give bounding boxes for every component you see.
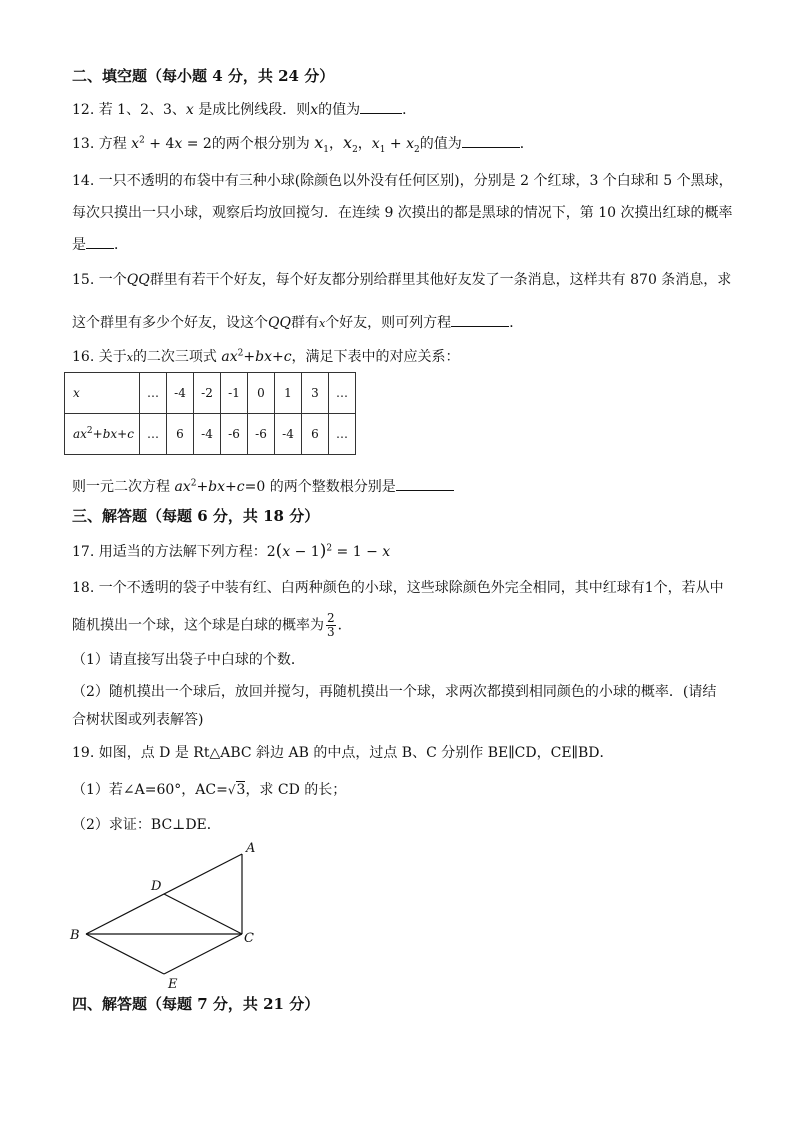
question-14-line-2: 每次只摸出一只小球，观察后均放回搅匀．在连续 9 次摸出的都是黑球的情况下，第 10 次摸出红球的概率 <box>72 205 733 221</box>
point-label-a: A <box>246 841 256 856</box>
q13-sub: 2 <box>413 144 420 155</box>
q17-var: x <box>382 544 391 560</box>
q14-text: 是 <box>72 237 86 253</box>
q15-text: 这个群里有多少个好友，设这个 <box>72 315 268 331</box>
q16-text: + <box>271 349 284 365</box>
q13-var: x <box>406 136 414 152</box>
q15-qq: QQ <box>126 272 150 288</box>
q12-answer-blank[interactable] <box>360 99 402 114</box>
question-18-line-1: 18. 一个不透明的袋子中装有红、白两种颜色的小球，这些球除颜色外完全相同，其中红球有1个，若从中 <box>72 580 724 596</box>
q18-fraction <box>326 612 336 639</box>
question-18-part-2-line-2: 合树状图或列表解答) <box>72 712 204 728</box>
fraction-denominator: 3 <box>327 625 335 639</box>
q15-text: 个好友，则可列方程 <box>325 315 452 331</box>
q13-var: x <box>343 133 353 152</box>
q15-text: 群里有若干个好友，每个好友都分别给群里其他好友发了一条消息，这样共有 870 条消息，求 <box>149 272 732 288</box>
q13-sub: 1 <box>379 144 386 155</box>
question-16 <box>72 347 460 368</box>
question-19: 19. 如图，点 D 是 Rt△ABC 斜边 AB 的中点，过点 B、C 分别作 BE∥CD，CE∥BD． <box>72 745 614 761</box>
table-cell: -6 <box>248 414 275 455</box>
table-header-part: ax <box>73 427 87 441</box>
q16-var: ax <box>174 479 191 495</box>
q16-var: c <box>236 479 245 495</box>
question-18-part-2-line-1: （2）随机摸出一个球后，放回并搅匀，再随机摸出一个球，求两次都摸到相同颜色的小球的概率．(请结 <box>72 684 717 700</box>
table-header-x: x <box>65 373 140 414</box>
q17-var: x <box>282 544 291 560</box>
q12-var: x <box>310 102 319 118</box>
table-cell: -4 <box>275 414 302 455</box>
q16-var: bx <box>255 349 272 365</box>
q15-answer-blank[interactable] <box>451 312 509 327</box>
q12-text: ． <box>402 102 417 118</box>
section-solve-1-title: 三、解答题（每题 6 分，共 18 分） <box>72 507 320 525</box>
q16-var: ax <box>221 349 238 365</box>
table-cell: -4 <box>167 373 194 414</box>
question-14-line-3 <box>72 234 128 255</box>
q13-var: x <box>131 136 140 152</box>
q13-text: = 2 <box>182 136 212 152</box>
q16-text: =0 的两个整数根分别是 <box>244 479 396 495</box>
segment-cd <box>164 894 242 934</box>
q12-text: 12. 若 1、2、3、 <box>72 102 186 118</box>
table-row <box>65 373 356 414</box>
point-label-c: C <box>244 931 254 946</box>
table-header-polynomial <box>65 414 140 455</box>
q17-exp: 2 <box>326 543 333 554</box>
q13-answer-blank[interactable] <box>462 133 520 148</box>
q16-text: 则一元二次方程 <box>72 479 175 495</box>
q13-var: x <box>314 133 324 152</box>
q16-var: x <box>126 351 133 364</box>
q17-paren: ( <box>275 541 283 561</box>
table-cell: -4 <box>194 414 221 455</box>
table-cell: -2 <box>194 373 221 414</box>
q18-text: ． <box>337 617 352 634</box>
q13-text: 的值为 <box>419 136 462 152</box>
q16-text: + <box>225 479 237 495</box>
q14-answer-blank[interactable] <box>86 234 114 249</box>
q17-text: − 1 <box>290 544 320 560</box>
q13-exp: 2 <box>139 135 145 146</box>
question-15-line-1 <box>72 270 731 290</box>
q16-value-table <box>64 372 356 455</box>
question-18-part-1: （1）请直接写出袋子中白球的个数． <box>72 652 305 668</box>
table-cell: 1 <box>275 373 302 414</box>
geometry-figure <box>64 836 274 994</box>
q13-text: + <box>385 136 407 152</box>
q13-text: 的两个根分别为 <box>211 136 315 152</box>
table-row <box>65 414 356 455</box>
question-15-line-2 <box>72 312 523 334</box>
question-19-part-1: （1）若∠A=60°，AC=√3，求 CD 的长； <box>72 782 347 798</box>
q15-var: x <box>318 317 326 330</box>
q16-text: 16. 关于 <box>72 349 127 365</box>
table-cell: … <box>329 373 356 414</box>
point-label-d: D <box>151 879 162 894</box>
q13-text: ． <box>519 136 534 152</box>
q16-var: bx <box>208 479 226 495</box>
q17-paren: ) <box>319 541 327 561</box>
q16-text: + <box>243 349 256 365</box>
table-header-exp: 2 <box>86 426 93 436</box>
table-cell: … <box>329 414 356 455</box>
q16-text: ，满足下表中的对应关系： <box>291 349 460 365</box>
table-cell: 0 <box>248 373 275 414</box>
q15-text: 15. 一个 <box>72 272 127 288</box>
question-14-line-1: 14. 一只不透明的布袋中有三种小球(除颜色以外没有任何区别)，分别是 2 个红球，3 个白球和 5 个黑球， <box>72 173 733 189</box>
table-cell: 6 <box>167 414 194 455</box>
q17-text: = 1 − <box>332 544 383 560</box>
q16-text: 的二次三项式 <box>132 349 222 365</box>
question-18-line-2 <box>72 612 352 639</box>
point-label-e: E <box>168 977 178 992</box>
q16-exp: 2 <box>190 478 197 489</box>
question-12 <box>72 99 416 120</box>
question-13 <box>72 133 534 154</box>
q13-sub: 2 <box>352 144 358 155</box>
q13-text: ， <box>357 136 372 152</box>
segment-be <box>86 934 164 974</box>
q15-text: 群有 <box>290 315 319 331</box>
q18-text: 随机摸出一个球，这个球是白球的概率为 <box>72 617 324 634</box>
q16-var: c <box>283 349 292 365</box>
segment-ce <box>164 934 242 974</box>
section-fill-in-title: 二、填空题（每小题 4 分，共 24 分） <box>72 67 335 85</box>
q16-answer-blank[interactable] <box>396 476 454 491</box>
table-cell: -1 <box>221 373 248 414</box>
q13-sub: 1 <box>323 144 330 155</box>
question-16-follow-up <box>72 476 454 497</box>
table-cell: 6 <box>302 414 329 455</box>
q14-text: ． <box>114 237 128 253</box>
q15-qq: QQ <box>268 315 291 331</box>
q12-text: 是成比例线段．则 <box>193 102 311 118</box>
table-header-part: +bx+c <box>92 427 134 441</box>
q19-sqrt-value: 3 <box>236 782 246 798</box>
q16-exp: 2 <box>237 348 244 359</box>
table-cell: … <box>140 373 167 414</box>
question-17 <box>72 541 390 562</box>
table-cell: … <box>140 414 167 455</box>
q13-text: + 4 <box>144 136 175 152</box>
q15-text: ． <box>509 315 524 331</box>
q13-text: ， <box>329 136 344 152</box>
q12-text: 的值为 <box>318 102 361 118</box>
point-label-b: B <box>70 928 80 943</box>
q13-var: x <box>174 136 183 152</box>
fraction-numerator: 2 <box>327 611 335 625</box>
q13-text: 13. 方程 <box>72 136 132 152</box>
q13-var: x <box>371 136 380 152</box>
question-19-part-2: （2）求证：BC⊥DE． <box>72 817 221 833</box>
q12-var: x <box>185 102 194 118</box>
table-cell: -6 <box>221 414 248 455</box>
q19-text: （1）若∠A=60°，AC= <box>72 782 228 798</box>
section-solve-2-title: 四、解答题（每题 7 分，共 21 分） <box>72 995 320 1013</box>
q19-text: ，求 CD 的长； <box>245 782 347 798</box>
q17-text: 17. 用适当的方法解下列方程：2 <box>72 544 276 560</box>
table-cell: 3 <box>302 373 329 414</box>
q16-text: + <box>196 479 209 495</box>
